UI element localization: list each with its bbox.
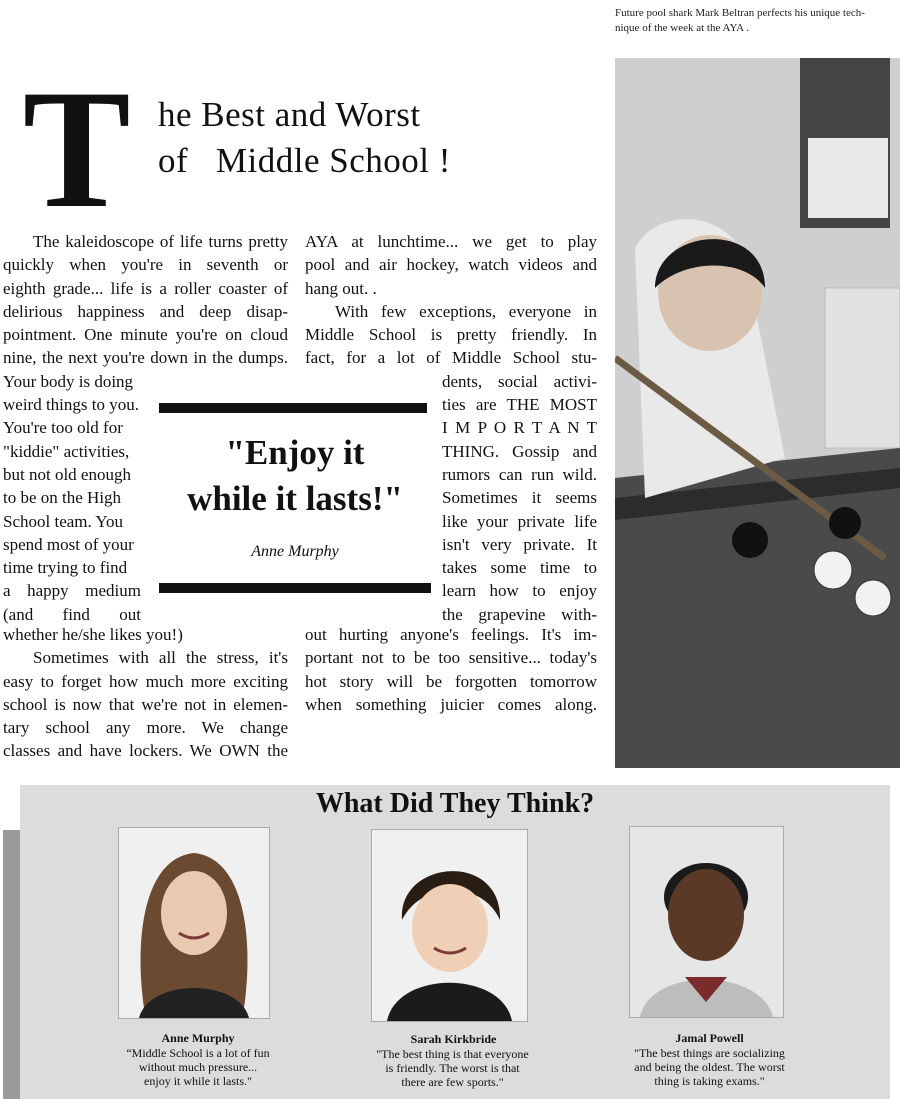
person-name: Jamal Powell xyxy=(675,1031,744,1045)
title-line: of Middle School ! xyxy=(158,141,451,180)
text-line: Sometimes with all the stress, it's xyxy=(33,648,288,668)
text-line: to be on the High xyxy=(3,488,122,508)
text-line: Middle School is pretty friendly. In xyxy=(305,325,597,345)
caption-line: nique of the week at the AYA . xyxy=(615,22,750,34)
pull-quote xyxy=(160,430,430,522)
quote-line: “Middle School is a lot of fun xyxy=(126,1046,270,1060)
pool-player-photo xyxy=(615,58,900,768)
text-line: the grapevine with- xyxy=(442,604,597,624)
quote-line: thing is taking exams." xyxy=(654,1074,765,1088)
quote-line: and being the oldest. The worst xyxy=(634,1060,785,1074)
text-line: takes some time to xyxy=(442,558,597,578)
article-title xyxy=(158,92,451,184)
pull-quote-line: "Enjoy it xyxy=(225,433,365,472)
title-drop-cap: T xyxy=(22,55,131,243)
article-column-1-narrow xyxy=(3,370,141,626)
panel-shadow-edge xyxy=(3,830,20,1099)
pull-quote-rule-bottom xyxy=(159,583,431,593)
quote-line: "The best thing is that everyone xyxy=(376,1047,529,1061)
text-line: Sometimes it seems xyxy=(442,488,597,508)
text-line: portant not to be too sensitive... today's xyxy=(305,648,597,668)
text-line: a happy medium xyxy=(3,581,141,601)
text-line: tary school any more. We change xyxy=(3,718,288,738)
text-line: but not old enough xyxy=(3,464,131,484)
quote-line: is friendly. The worst is that xyxy=(385,1061,520,1075)
text-line: delirious happiness and deep disap- xyxy=(3,301,288,321)
text-line: nine, the next you're down in the dumps. xyxy=(3,348,288,368)
text-line: (and find out xyxy=(3,604,141,624)
pull-quote-rule-top xyxy=(159,403,427,413)
person-quote xyxy=(103,1046,293,1088)
text-line: "kiddie" activities, xyxy=(3,441,130,461)
portrait-jamal-powell xyxy=(629,826,784,1018)
text-line: whether he/she likes you!) xyxy=(3,625,183,644)
pull-quote-author: Anne Murphy xyxy=(251,543,339,560)
portrait-anne-murphy xyxy=(118,827,270,1019)
text-line: eighth grade... life is a roller coaster of xyxy=(3,278,288,298)
text-line: classes and have lockers. We OWN the xyxy=(3,741,288,761)
pull-quote-line: while it lasts!" xyxy=(187,479,403,518)
text-line: ties are THE MOST xyxy=(442,395,597,415)
text-line: weird things to you. xyxy=(3,395,139,415)
text-line: learn how to enjoy xyxy=(442,581,597,601)
text-line: when something juicier comes along. xyxy=(305,694,597,714)
portrait-illustration xyxy=(119,828,269,1018)
text-line: dents, social activi- xyxy=(442,371,597,391)
article-column-1-top xyxy=(3,230,288,370)
pool-scene-illustration xyxy=(615,58,900,768)
text-line: out hurting anyone's feelings. It's im- xyxy=(305,625,597,644)
person-quote xyxy=(612,1046,807,1088)
text-line: rumors can run wild. xyxy=(442,464,597,484)
text-line: easy to forget how much more exciting xyxy=(3,671,288,691)
text-line: Your body is doing xyxy=(3,371,134,391)
text-line: THING. Gossip and xyxy=(442,441,597,461)
photo-caption xyxy=(615,6,900,36)
article-column-1-bottom xyxy=(3,623,288,763)
text-line: The kaleidoscope of life turns pretty xyxy=(33,232,288,251)
text-line: fact, for a lot of Middle School stu- xyxy=(305,348,597,368)
text-line: pool and air hockey, watch videos and xyxy=(305,255,597,275)
text-line: With few exceptions, everyone in xyxy=(335,301,597,321)
article-column-2-bottom xyxy=(305,623,597,716)
title-line: he Best and Worst xyxy=(158,95,421,134)
text-line: like your private life xyxy=(442,511,597,531)
person-name: Sarah Kirkbride xyxy=(410,1032,497,1046)
text-line: hang out. . xyxy=(305,278,377,298)
text-line: I M P O R T A N T xyxy=(442,418,597,438)
portrait-illustration xyxy=(630,827,783,1017)
text-line: pointment. One minute you're on cloud xyxy=(3,325,288,345)
text-line: school is now that we're not in elemen- xyxy=(3,694,288,714)
quote-line: there are few sports." xyxy=(401,1075,504,1089)
text-line: time trying to find xyxy=(3,558,128,578)
text-line: quickly when you're in seventh or xyxy=(3,255,288,275)
portrait-sarah-kirkbride xyxy=(371,829,528,1022)
text-line: hot story will be forgotten tomorrow xyxy=(305,671,597,691)
person-quote xyxy=(355,1047,550,1089)
panel-title: What Did They Think? xyxy=(315,788,595,819)
person-name: Anne Murphy xyxy=(161,1031,235,1045)
text-line: AYA at lunchtime... we get to play xyxy=(305,232,597,251)
quote-line: enjoy it while it lasts." xyxy=(144,1074,252,1088)
text-line: School team. You xyxy=(3,511,123,531)
caption-line: Future pool shark Mark Beltran perfects his unique tech- xyxy=(615,7,865,19)
article-column-2-narrow xyxy=(442,370,597,626)
quote-line: "The best things are socializing xyxy=(634,1046,785,1060)
text-line: isn't very private. It xyxy=(442,534,597,554)
article-column-2-top xyxy=(305,230,597,370)
portrait-illustration xyxy=(372,830,527,1021)
text-line: You're too old for xyxy=(3,418,123,438)
text-line: spend most of your xyxy=(3,534,134,554)
quote-line: without much pressure... xyxy=(138,1060,258,1074)
